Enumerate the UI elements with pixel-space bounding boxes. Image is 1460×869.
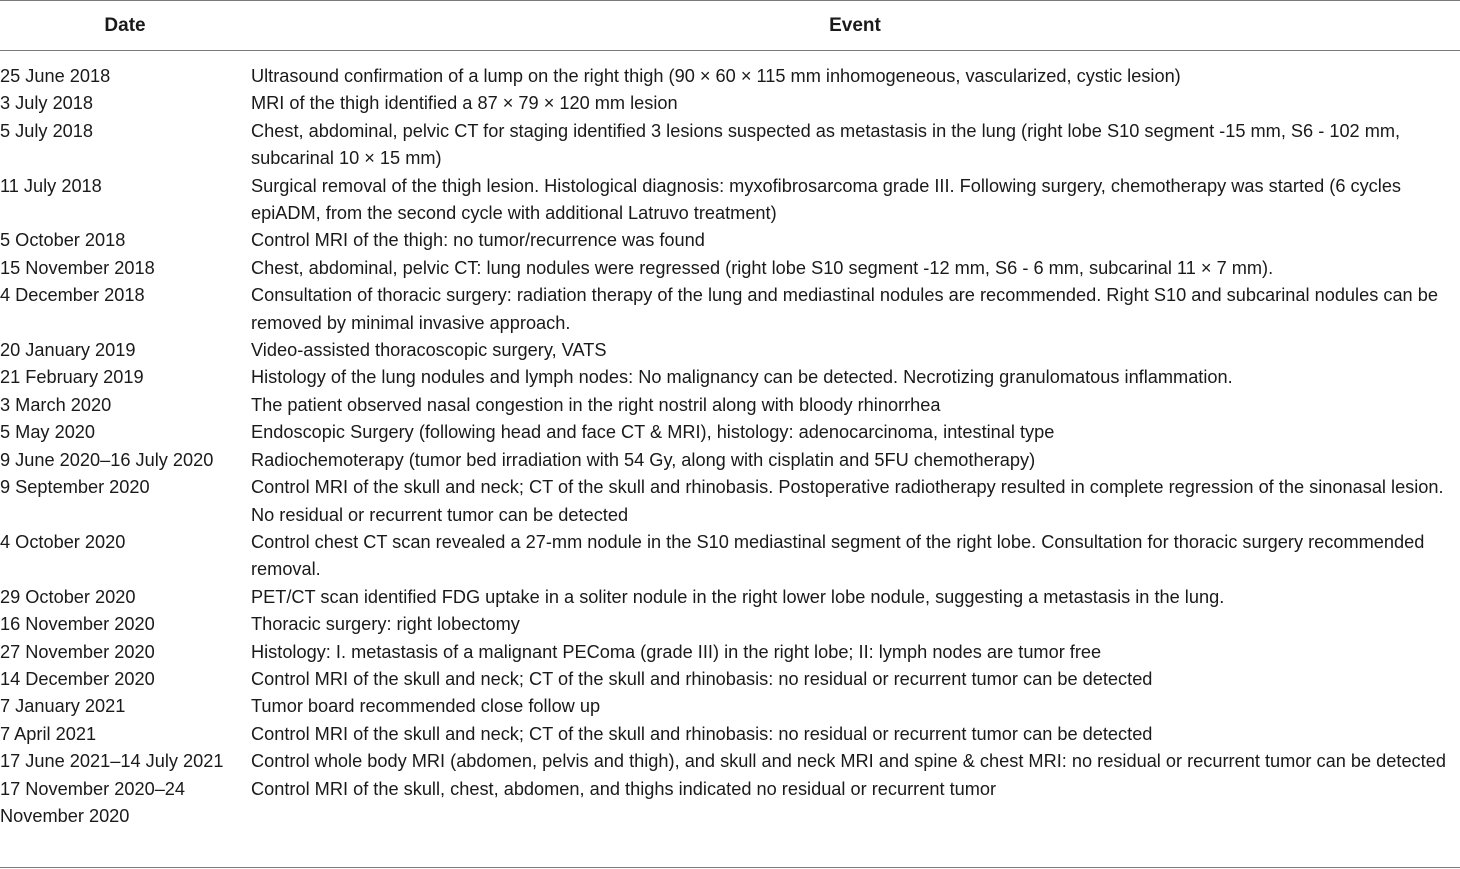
table-row — [0, 227, 1460, 254]
event-cell: Control MRI of the skull, chest, abdomen, and thighs indicated no residual or recurrent tumor — [251, 778, 997, 799]
event-cell: Control MRI of the skull and neck; CT of the skull and rhinobasis: no residual or recurrent tumor can be detected — [251, 723, 1153, 744]
date-cell: 20 January 2019 — [0, 340, 136, 361]
table-bottom-rule — [0, 867, 1460, 868]
table-row — [0, 282, 1460, 337]
header-spacer — [0, 51, 1460, 64]
date-column-header: Date — [0, 1, 250, 51]
table-row — [0, 337, 1460, 364]
event-cell: PET/CT scan identified FDG uptake in a soliter nodule in the right lower lobe nodule, suggesting a metastasis in the lung. — [251, 586, 1225, 607]
event-cell: Surgical removal of the thigh lesion. Histological diagnosis: myxofibrosarcoma grade III. Following surgery, chemotherapy was started (6 cycles epiADM, from the second cycle with additional Latruvo treatment) — [251, 175, 1402, 224]
table-row — [0, 173, 1460, 228]
event-cell: Chest, abdominal, pelvic CT: lung nodules were regressed (right lobe S10 segment -12 mm, S6 - 6 mm, subcarinal 11 × 7 mm). — [251, 257, 1274, 278]
event-cell: Tumor board recommended close follow up — [251, 696, 601, 717]
event-column-header: Event — [250, 1, 1460, 51]
event-cell: Endoscopic Surgery (following head and face CT & MRI), histology: adenocarcinoma, intestinal type — [251, 422, 1055, 443]
table-row — [0, 90, 1460, 117]
date-cell: 7 January 2021 — [0, 696, 126, 717]
date-cell: 11 July 2018 — [0, 175, 102, 196]
event-cell: Radiochemoterapy (tumor bed irradiation with 54 Gy, along with cisplatin and 5FU chemotherapy) — [251, 449, 1036, 470]
table-row — [0, 611, 1460, 638]
table-row — [0, 584, 1460, 611]
table-row — [0, 364, 1460, 391]
date-cell: 7 April 2021 — [0, 723, 97, 744]
date-cell: 9 September 2020 — [0, 477, 150, 498]
table-row — [0, 666, 1460, 693]
date-cell: 4 December 2018 — [0, 285, 145, 306]
date-cell: 17 November 2020–24 November 2020 — [0, 778, 186, 826]
event-cell: Ultrasound confirmation of a lump on the right thigh (90 × 60 × 115 mm inhomogeneous, vascularized, cystic lesion) — [251, 66, 1181, 86]
event-cell: The patient observed nasal congestion in the right nostril along with bloody rhinorrhea — [251, 394, 941, 415]
date-cell: 15 November 2018 — [0, 257, 155, 278]
table-row — [0, 529, 1460, 584]
event-cell: Control MRI of the skull and neck; CT of the skull and rhinobasis: no residual or recurrent tumor can be detected — [251, 668, 1153, 689]
date-cell: 21 February 2019 — [0, 367, 144, 388]
event-cell: Control whole body MRI (abdomen, pelvis and thigh), and skull and neck MRI and spine & chest MRI: no residual or recurrent tumor can be detected — [251, 751, 1446, 772]
date-cell: 3 March 2020 — [0, 394, 112, 415]
date-cell: 3 July 2018 — [0, 93, 94, 114]
event-cell: Control MRI of the thigh: no tumor/recurrence was found — [251, 230, 705, 251]
date-cell: 17 June 2021–14 July 2021 — [0, 751, 224, 772]
table-row — [0, 639, 1460, 666]
table-body — [0, 51, 1460, 841]
table-row — [0, 392, 1460, 419]
table-row — [0, 255, 1460, 282]
table-header — [0, 1, 1460, 51]
table-row — [0, 474, 1460, 529]
table-row — [0, 118, 1460, 173]
event-cell: Histology of the lung nodules and lymph nodes: No malignancy can be detected. Necrotizing granulomatous inflammation. — [251, 367, 1233, 388]
table-row — [0, 693, 1460, 720]
table-row — [0, 776, 1460, 841]
event-cell: Histology: I. metastasis of a malignant PEComa (grade III) in the right lobe; II: lymph nodes are tumor free — [251, 641, 1102, 662]
date-cell: 5 May 2020 — [0, 422, 96, 443]
date-cell: 27 November 2020 — [0, 641, 155, 662]
date-cell: 29 October 2020 — [0, 586, 136, 607]
event-cell: Control MRI of the skull and neck; CT of the skull and rhinobasis. Postoperative radiotherapy resulted in complete regression of the sinonasal lesion. No residual or recurrent tumor can be detected — [251, 477, 1444, 525]
event-cell: Consultation of thoracic surgery: radiation therapy of the lung and mediastinal nodules are recommended. Right S10 and subcarinal nodules can be removed by minimal invasive approach. — [251, 285, 1438, 333]
table-row — [0, 748, 1460, 775]
date-cell: 25 June 2018 — [0, 66, 111, 86]
header-row — [0, 1, 1460, 51]
event-cell: Control chest CT scan revealed a 27-mm nodule in the S10 mediastinal segment of the right lobe. Consultation for thoracic surgery recommended removal. — [251, 531, 1425, 580]
date-cell: 9 June 2020–16 July 2020 — [0, 449, 214, 470]
date-cell: 16 November 2020 — [0, 614, 155, 635]
table-row — [0, 721, 1460, 748]
table-row — [0, 63, 1460, 90]
event-cell: Thoracic surgery: right lobectomy — [251, 614, 520, 635]
date-cell: 5 July 2018 — [0, 120, 94, 141]
date-cell: 14 December 2020 — [0, 668, 155, 689]
date-cell: 4 October 2020 — [0, 531, 126, 552]
table-row — [0, 419, 1460, 446]
event-cell: Chest, abdominal, pelvic CT for staging identified 3 lesions suspected as metastasis in the lung (right lobe S10 segment -15 mm, S6 - 102 mm, subcarinal 10 × 15 mm) — [251, 120, 1401, 169]
event-cell: Video-assisted thoracoscopic surgery, VATS — [251, 340, 607, 361]
table-row — [0, 447, 1460, 474]
event-cell: MRI of the thigh identified a 87 × 79 × 120 mm lesion — [251, 93, 678, 114]
date-cell: 5 October 2018 — [0, 230, 126, 251]
